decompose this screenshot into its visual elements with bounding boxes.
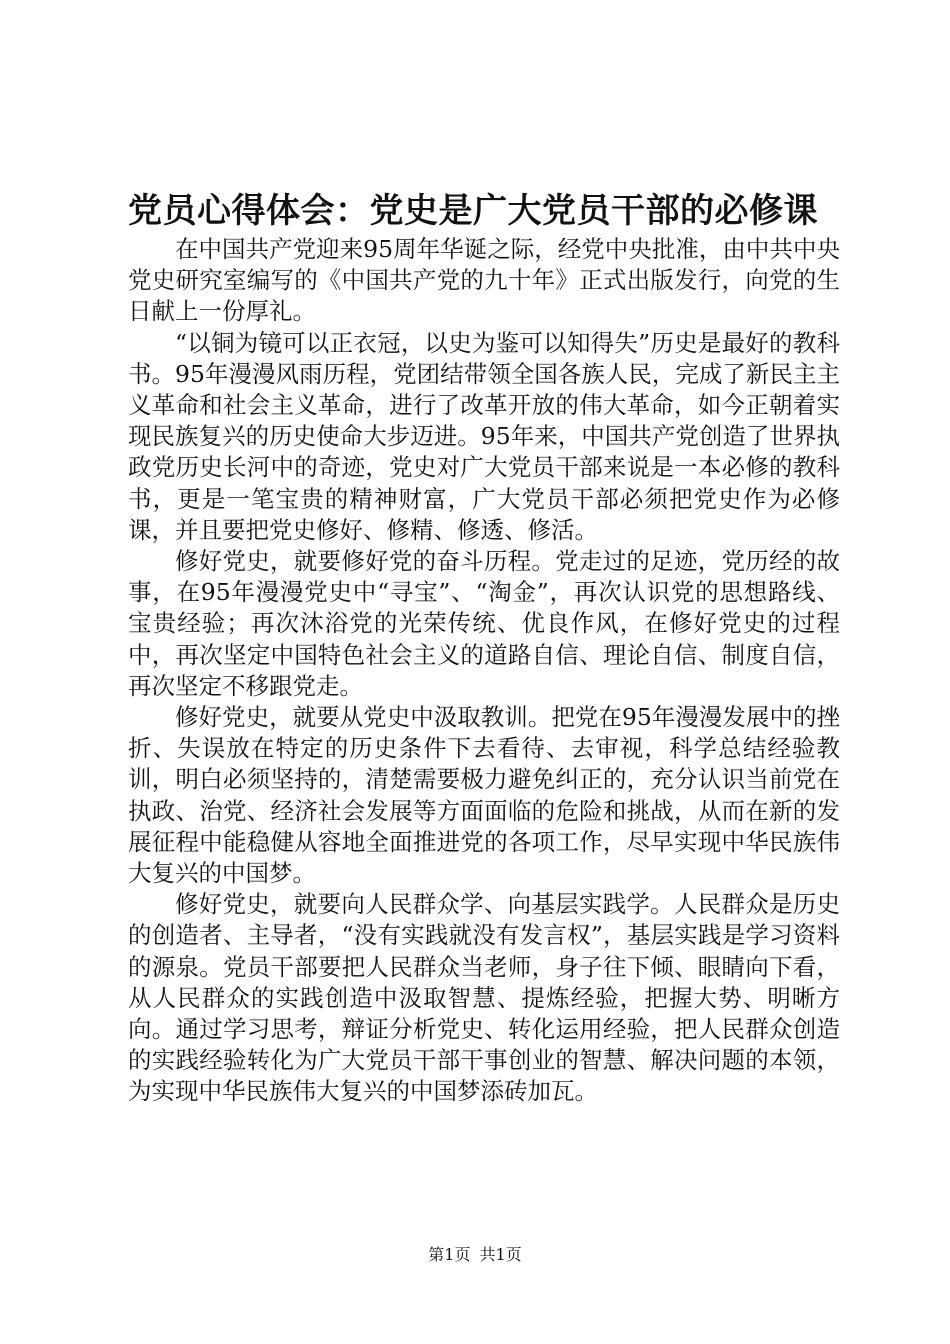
page-footer <box>0 1244 950 1266</box>
paragraph: 在中国共产党迎来95周年华诞之际，经党中央批准，由中共中央党史研究室编写的《中国共产党的九十年》正式出版发行，向党的生日献上一份厚礼。 <box>128 235 840 326</box>
paragraph: 修好党史，就要从党史中汲取教训。把党在95年漫漫发展中的挫折、失误放在特定的历史条件下去看待、去审视，科学总结经验教训，明白必须坚持的，清楚需要极力避免纠正的，充分认识当前党在执政、治党、经济社会发展等方面面临的危险和挑战，从而在新的发展征程中能稳健从容地全面推进党的各项工作，尽早实现中华民族伟大复兴的中国梦。 <box>128 703 840 888</box>
page-number: 第1页 <box>428 1245 471 1264</box>
document-body <box>128 234 840 1108</box>
page-total: 共1页 <box>479 1245 522 1264</box>
paragraph: “以铜为镜可以正衣冠，以史为鉴可以知得失”历史是最好的教科书。95年漫漫风雨历程，党团结带领全国各族人民，完成了新民主主义革命和社会主义革命，进行了改革开放的伟大革命，如今正朝着实现民族复兴的历史使命大步迈进。95年来，中国共产党创造了世界执政党历史长河中的奇迹，党史对广大党员干部来说是一本必修的教科书，更是一笔宝贵的精神财富，广大党员干部必须把党史作为必修课，并且要把党史修好、修精、修透、修活。 <box>128 328 840 544</box>
document-title: 党员心得体会：党史是广大党员干部的必修课 <box>128 191 818 231</box>
paragraph: 修好党史，就要修好党的奋斗历程。党走过的足迹，党历经的故事，在95年漫漫党史中“寻宝”、“淘金”，再次认识党的思想路线、宝贵经验；再次沐浴党的光荣传统、优良作风，在修好党史的过程中，再次坚定中国特色社会主义的道路自信、理论自信、制度自信，再次坚定不移跟党走。 <box>128 547 840 700</box>
paragraph: 修好党史，就要向人民群众学、向基层实践学。人民群众是历史的创造者、主导者，“没有实践就没有发言权”，基层实践是学习资料的源泉。党员干部要把人民群众当老师，身子往下倾、眼睛向下看，从人民群众的实践创造中汲取智慧、提炼经验，把握大势、明晰方向。通过学习思考，辩证分析党史、转化运用经验，把人民群众创造的实践经验转化为广大党员干部干事创业的智慧、解决问题的本领，为实现中华民族伟大复兴的中国梦添砖加瓦。 <box>128 890 840 1106</box>
